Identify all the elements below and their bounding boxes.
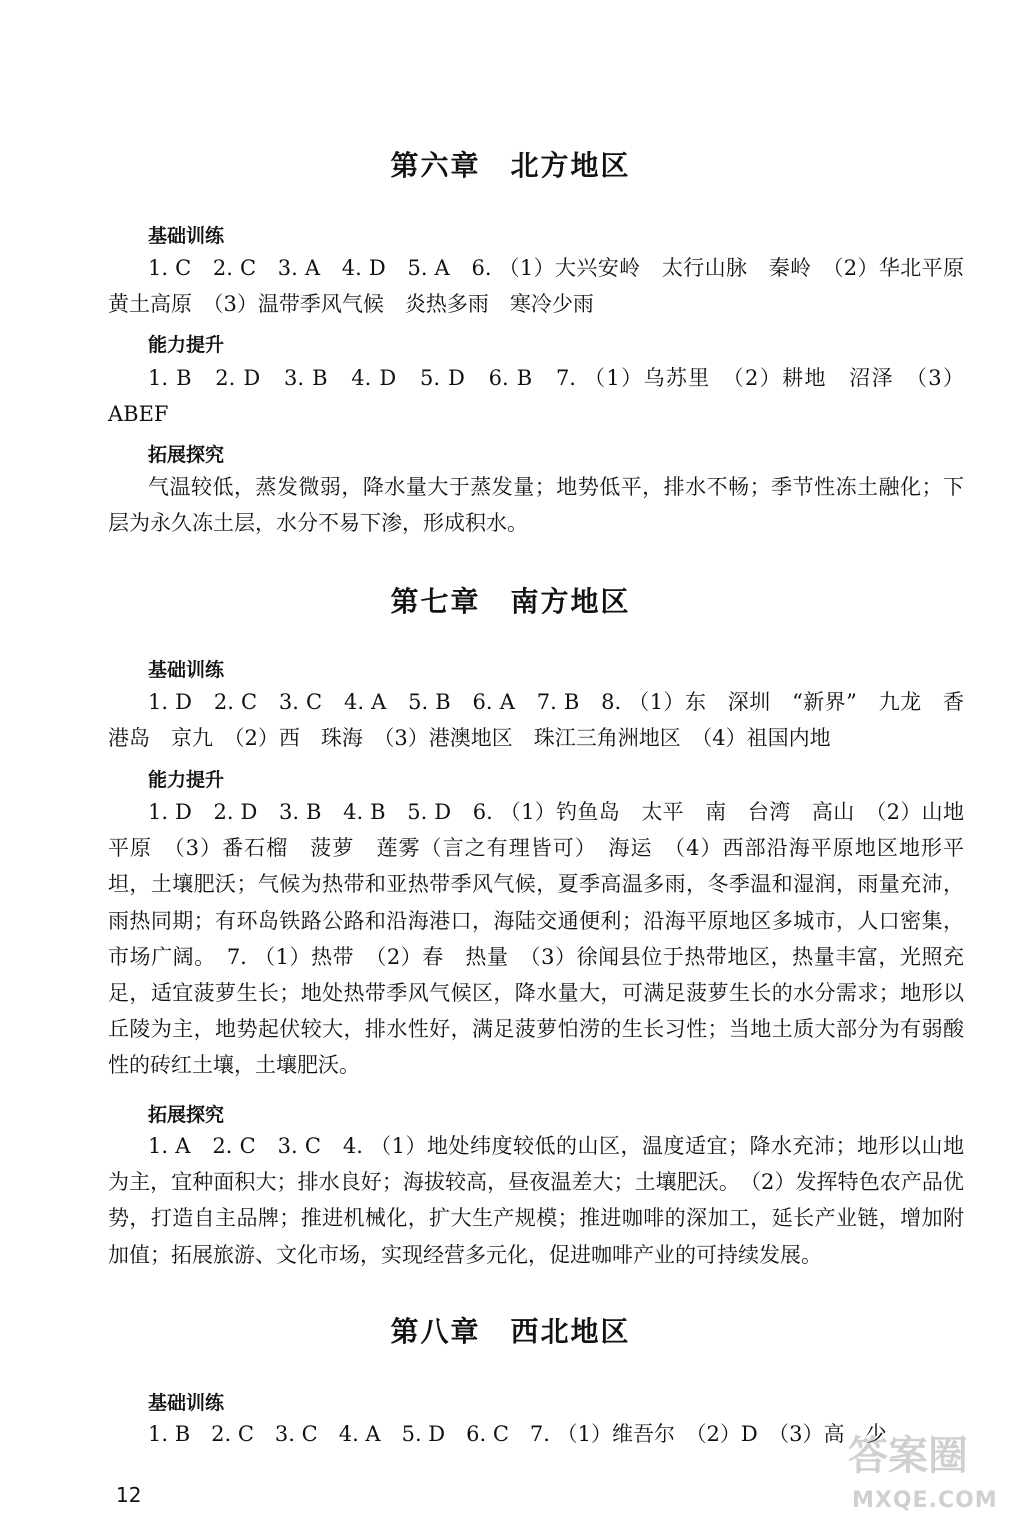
answer-paragraph: 1. D 2. C 3. C 4. A 5. B 6. A 7. B 8. （1）东 深圳 “新界” 九龙 香港岛 京九 （2）西 珠海 （3）港澳地区 珠江三角洲地区 （4）祖国内地 <box>108 690 964 751</box>
site-watermark <box>838 1418 1008 1528</box>
watermark-url-text: MXQE.COM <box>852 1488 998 1513</box>
chapter-title: 第六章 北方地区 <box>390 149 631 182</box>
chapter-title: 第七章 南方地区 <box>390 585 631 618</box>
section-heading: 基础训练 <box>148 1392 225 1414</box>
answer-paragraph: 气温较低，蒸发微弱，降水量大于蒸发量；地势低平，排水不畅；季节性冻土融化；下层为永久冻土层，水分不易下渗，形成积水。 <box>108 475 964 536</box>
answer-paragraph: 1. B 2. D 3. B 4. D 5. D 6. B 7. （1）乌苏里 （2）耕地 沼泽 （3）ABEF <box>108 366 964 427</box>
section-heading: 能力提升 <box>148 334 225 356</box>
section-heading: 拓展探究 <box>148 444 225 466</box>
watermark-logo-text: 答案圈 <box>848 1433 968 1479</box>
section-heading: 基础训练 <box>148 225 225 247</box>
answer-paragraph: 1. C 2. C 3. A 4. D 5. A 6. （1）大兴安岭 太行山脉 秦岭 （2）华北平原 黄土高原 （3）温带季风气候 炎热多雨 寒冷少雨 <box>108 256 985 317</box>
answer-paragraph: 1. D 2. D 3. B 4. B 5. D 6. （1）钓鱼岛 太平 南 台湾 高山 （2）山地 平原 （3）番石榴 菠萝 莲雾（言之有理皆可） 海运 （4）西部沿海平原地区地形平坦，土壤肥沃；气候为热带和亚热带季风气候，夏季高温多雨，冬季温和湿润，雨量充沛，雨热同期；有环岛铁路公路和沿海港口，海陆交通便利；沿海平原地区多城市，人口密集，市场广阔。 7. （1）热带 （2）春 热量 （3）徐闻县位于热带地区，热量丰富，光照充足，适宜菠萝生长；地处热带季风气候区，降水量大，可满足菠萝生长的水分需求；地形以丘陵为主，地势起伏较大，排水性好，满足菠萝怕涝的生长习性；当地土质大部分为有弱酸性的砖红土壤，土壤肥沃。 <box>108 800 985 1078</box>
chapter-title: 第八章 西北地区 <box>390 1315 631 1348</box>
answer-paragraph: 1. A 2. C 3. C 4. （1）地处纬度较低的山区，温度适宜；降水充沛；地形以山地为主，宜种面积大；排水良好；海拔较高，昼夜温差大；土壤肥沃。 （2）发挥特色农产品优势，打造自主品牌；推进机械化，扩大生产规模；推进咖啡的深加工，延长产业链，增加附加值；拓展旅游、文化市场，实现经营多元化，促进咖啡产业的可持续发展。 <box>108 1134 964 1267</box>
page-number: 12 <box>116 1483 142 1507</box>
section-heading: 拓展探究 <box>148 1104 225 1126</box>
section-heading: 基础训练 <box>148 659 225 681</box>
answer-paragraph: 1. B 2. C 3. C 4. A 5. D 6. C 7. （1）维吾尔 （2）D （3）高 少 <box>148 1422 887 1446</box>
section-heading: 能力提升 <box>148 769 225 791</box>
